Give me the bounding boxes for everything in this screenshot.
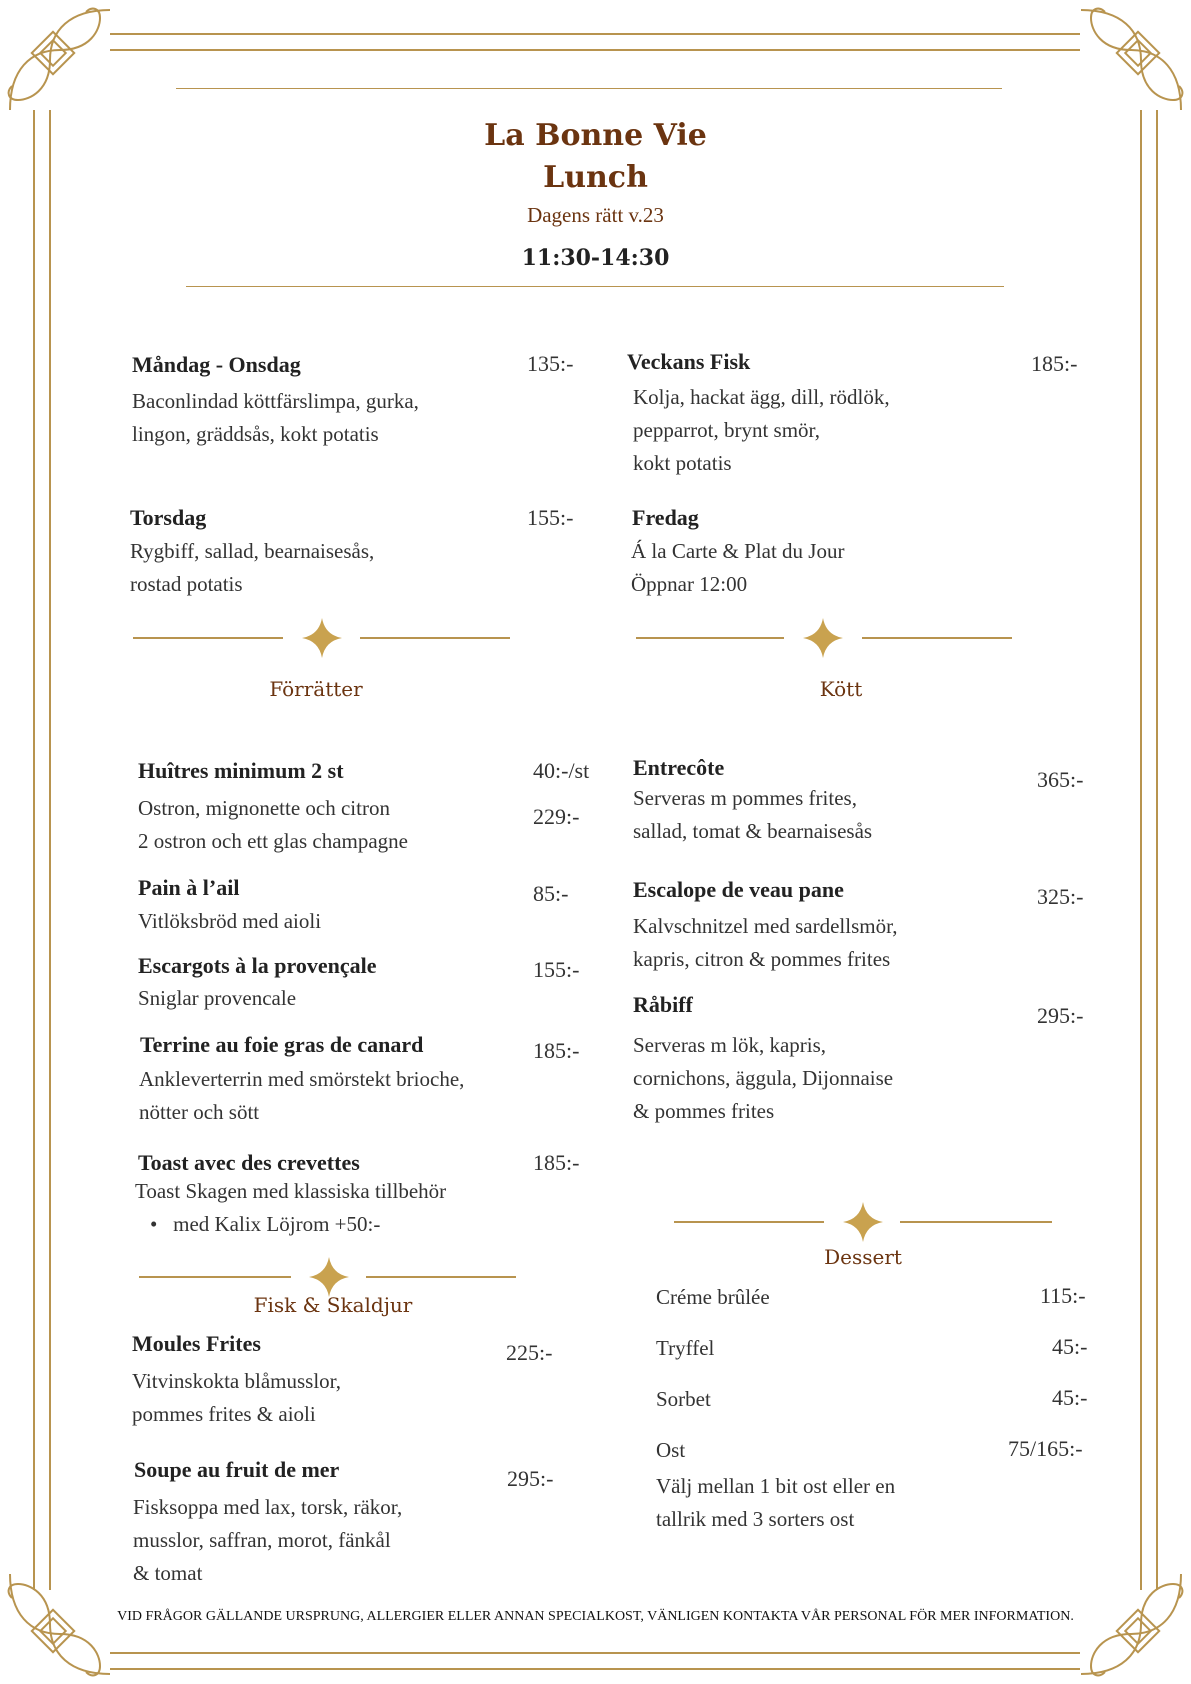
menu-item-desc: Sniglar provencale [138,986,297,1010]
lunch-item-name: Torsdag [130,505,207,530]
menu-item-price: 225:- [506,1340,553,1365]
menu-item-desc: kapris, citron & pommes frites [633,947,891,971]
menu-item-desc: tallrik med 3 sorters ost [656,1507,855,1531]
allergy-notice: VID FRÅGOR GÄLLANDE URSPRUNG, ALLERGIER ELLER ANNAN SPECIALKOST, VÄNLIGEN KONTAKTA VÅR PERSONAL FÖR MER INFORMATION. [117,1609,1074,1624]
lunch-item-name: Fredag [632,505,699,530]
section-heading-dessert: Dessert [824,1245,902,1269]
frame-right-line-1 [1140,110,1142,1590]
menu-item-desc: Toast Skagen med klassiska tillbehör [135,1179,447,1203]
menu-item-desc: cornichons, äggula, Dijonnaise [633,1066,894,1090]
menu-item-desc: & tomat [133,1561,203,1585]
bullet-icon: • [150,1212,174,1236]
menu-item-name: Escalope de veau pane [633,877,844,902]
frame-right-line-2 [1156,110,1158,1590]
section-heading-kott: Kött [819,677,863,701]
lunch-item-desc: Kolja, hackat ägg, dill, rödlök, [633,385,890,409]
menu-item-price: 85:- [533,881,569,906]
menu-item-desc: Fisksoppa med lax, torsk, räkor, [133,1495,403,1519]
menu-item-name: Råbiff [633,992,693,1017]
menu-item-desc: sallad, tomat & bearnaisesås [633,819,873,843]
lunch-item-desc: pepparrot, brynt smör, [633,418,820,442]
menu-item-price: 45:- [1052,1334,1088,1359]
menu-item-price: 40:-/st [533,758,590,783]
menu-item-desc: nötter och sött [139,1100,260,1124]
menu-item-desc: Vitlöksbröd med aioli [138,909,322,933]
menu-item-price: 295:- [1037,1003,1084,1028]
frame-top-line-2 [110,49,1080,51]
frame-bottom-line-1 [110,1652,1080,1654]
menu-item-desc: Välj mellan 1 bit ost eller en [656,1474,896,1498]
lunch-item-desc: lingon, gräddsås, kokt potatis [132,422,379,446]
sparkle-icon [803,618,843,658]
frame-top-line-1 [110,33,1080,35]
menu-item-name: Terrine au foie gras de canard [140,1032,424,1057]
menu-item-name: Tryffel [656,1336,715,1360]
menu-item-name: Sorbet [656,1387,711,1411]
lunch-item-desc: kokt potatis [633,451,732,475]
menu-item-price: 365:- [1037,767,1084,792]
menu-item-desc: pommes frites & aioli [132,1402,316,1426]
menu-item-name: Soupe au fruit de mer [134,1457,340,1482]
menu-item-desc: & pommes frites [633,1099,775,1123]
menu-item-desc: 2 ostron och ett glas champagne [138,829,409,853]
menu-item-desc: Vitvinskokta blåmusslor, [132,1369,342,1393]
menu-item-desc: Ankleverterrin med smörstekt brioche, [139,1067,465,1091]
frame-left-line-1 [33,110,35,1590]
header-top-divider [176,88,1002,89]
menu-item-name: Entrecôte [633,755,725,780]
opening-hours: 11:30-14:30 [521,245,670,271]
sparkle-icon [302,618,342,658]
menu-item-price: 155:- [533,957,580,982]
menu-item-price: 45:- [1052,1385,1088,1410]
menu-item-name: Escargots à la provençale [138,953,377,978]
menu-item-desc: Serveras m pommes frites, [633,786,857,810]
menu-item-name: Ost [656,1438,686,1462]
menu-item-name: Toast avec des crevettes [138,1150,360,1175]
lunch-item-name: Veckans Fisk [627,349,751,374]
sparkle-icon [309,1257,349,1297]
menu-item-desc: musslor, saffran, morot, fänkål [133,1528,391,1552]
menu-item-price: 185:- [533,1038,580,1063]
section-heading-fisk: Fisk & Skaldjur [253,1293,413,1317]
menu-title: Lunch [543,160,648,195]
frame-left-line-2 [49,110,51,1590]
menu-item-desc: Ostron, mignonette och citron [138,796,390,820]
lunch-item-price: 185:- [1031,351,1078,376]
menu-item-price: 185:- [533,1150,580,1175]
menu-item-desc: Kalvschnitzel med sardellsmör, [633,914,898,938]
lunch-item-price: 135:- [527,351,574,376]
corner-ornament-top-right-icon [1071,0,1191,120]
lunch-item-desc: Á la Carte & Plat du Jour [631,539,845,563]
frame-bottom-line-2 [110,1668,1080,1670]
lunch-item-price: 155:- [527,505,574,530]
menu-item-desc: Serveras m lök, kapris, [633,1033,827,1057]
header-bottom-divider [186,286,1004,287]
lunch-item-desc: Öppnar 12:00 [631,572,748,596]
menu-item-price: 325:- [1037,884,1084,909]
menu-item-price: 115:- [1040,1283,1086,1308]
menu-item-price: 75/165:- [1008,1436,1083,1461]
menu-item-name: Moules Frites [132,1331,261,1356]
menu-item-name: Créme brûlée [656,1285,770,1309]
menu-item-name: Pain à l’ail [138,875,240,900]
section-heading-forratter: Förrätter [269,677,363,701]
lunch-item-name: Måndag - Onsdag [132,352,301,377]
menu-subtitle: Dagens rätt v.23 [527,203,664,227]
sparkle-icon [843,1202,883,1242]
menu-item-bullet: • med Kalix Löjrom +50:- [150,1212,381,1236]
restaurant-name: La Bonne Vie [484,118,707,153]
lunch-item-desc: rostad potatis [130,572,243,596]
menu-item-price: 295:- [507,1466,554,1491]
lunch-item-desc: Baconlindad köttfärslimpa, gurka, [132,389,419,413]
menu-item-price: 229:- [533,804,580,829]
lunch-item-desc: Rygbiff, sallad, bearnaisesås, [130,539,375,563]
menu-item-name: Huîtres minimum 2 st [138,758,344,783]
corner-ornament-top-left-icon [0,0,120,120]
